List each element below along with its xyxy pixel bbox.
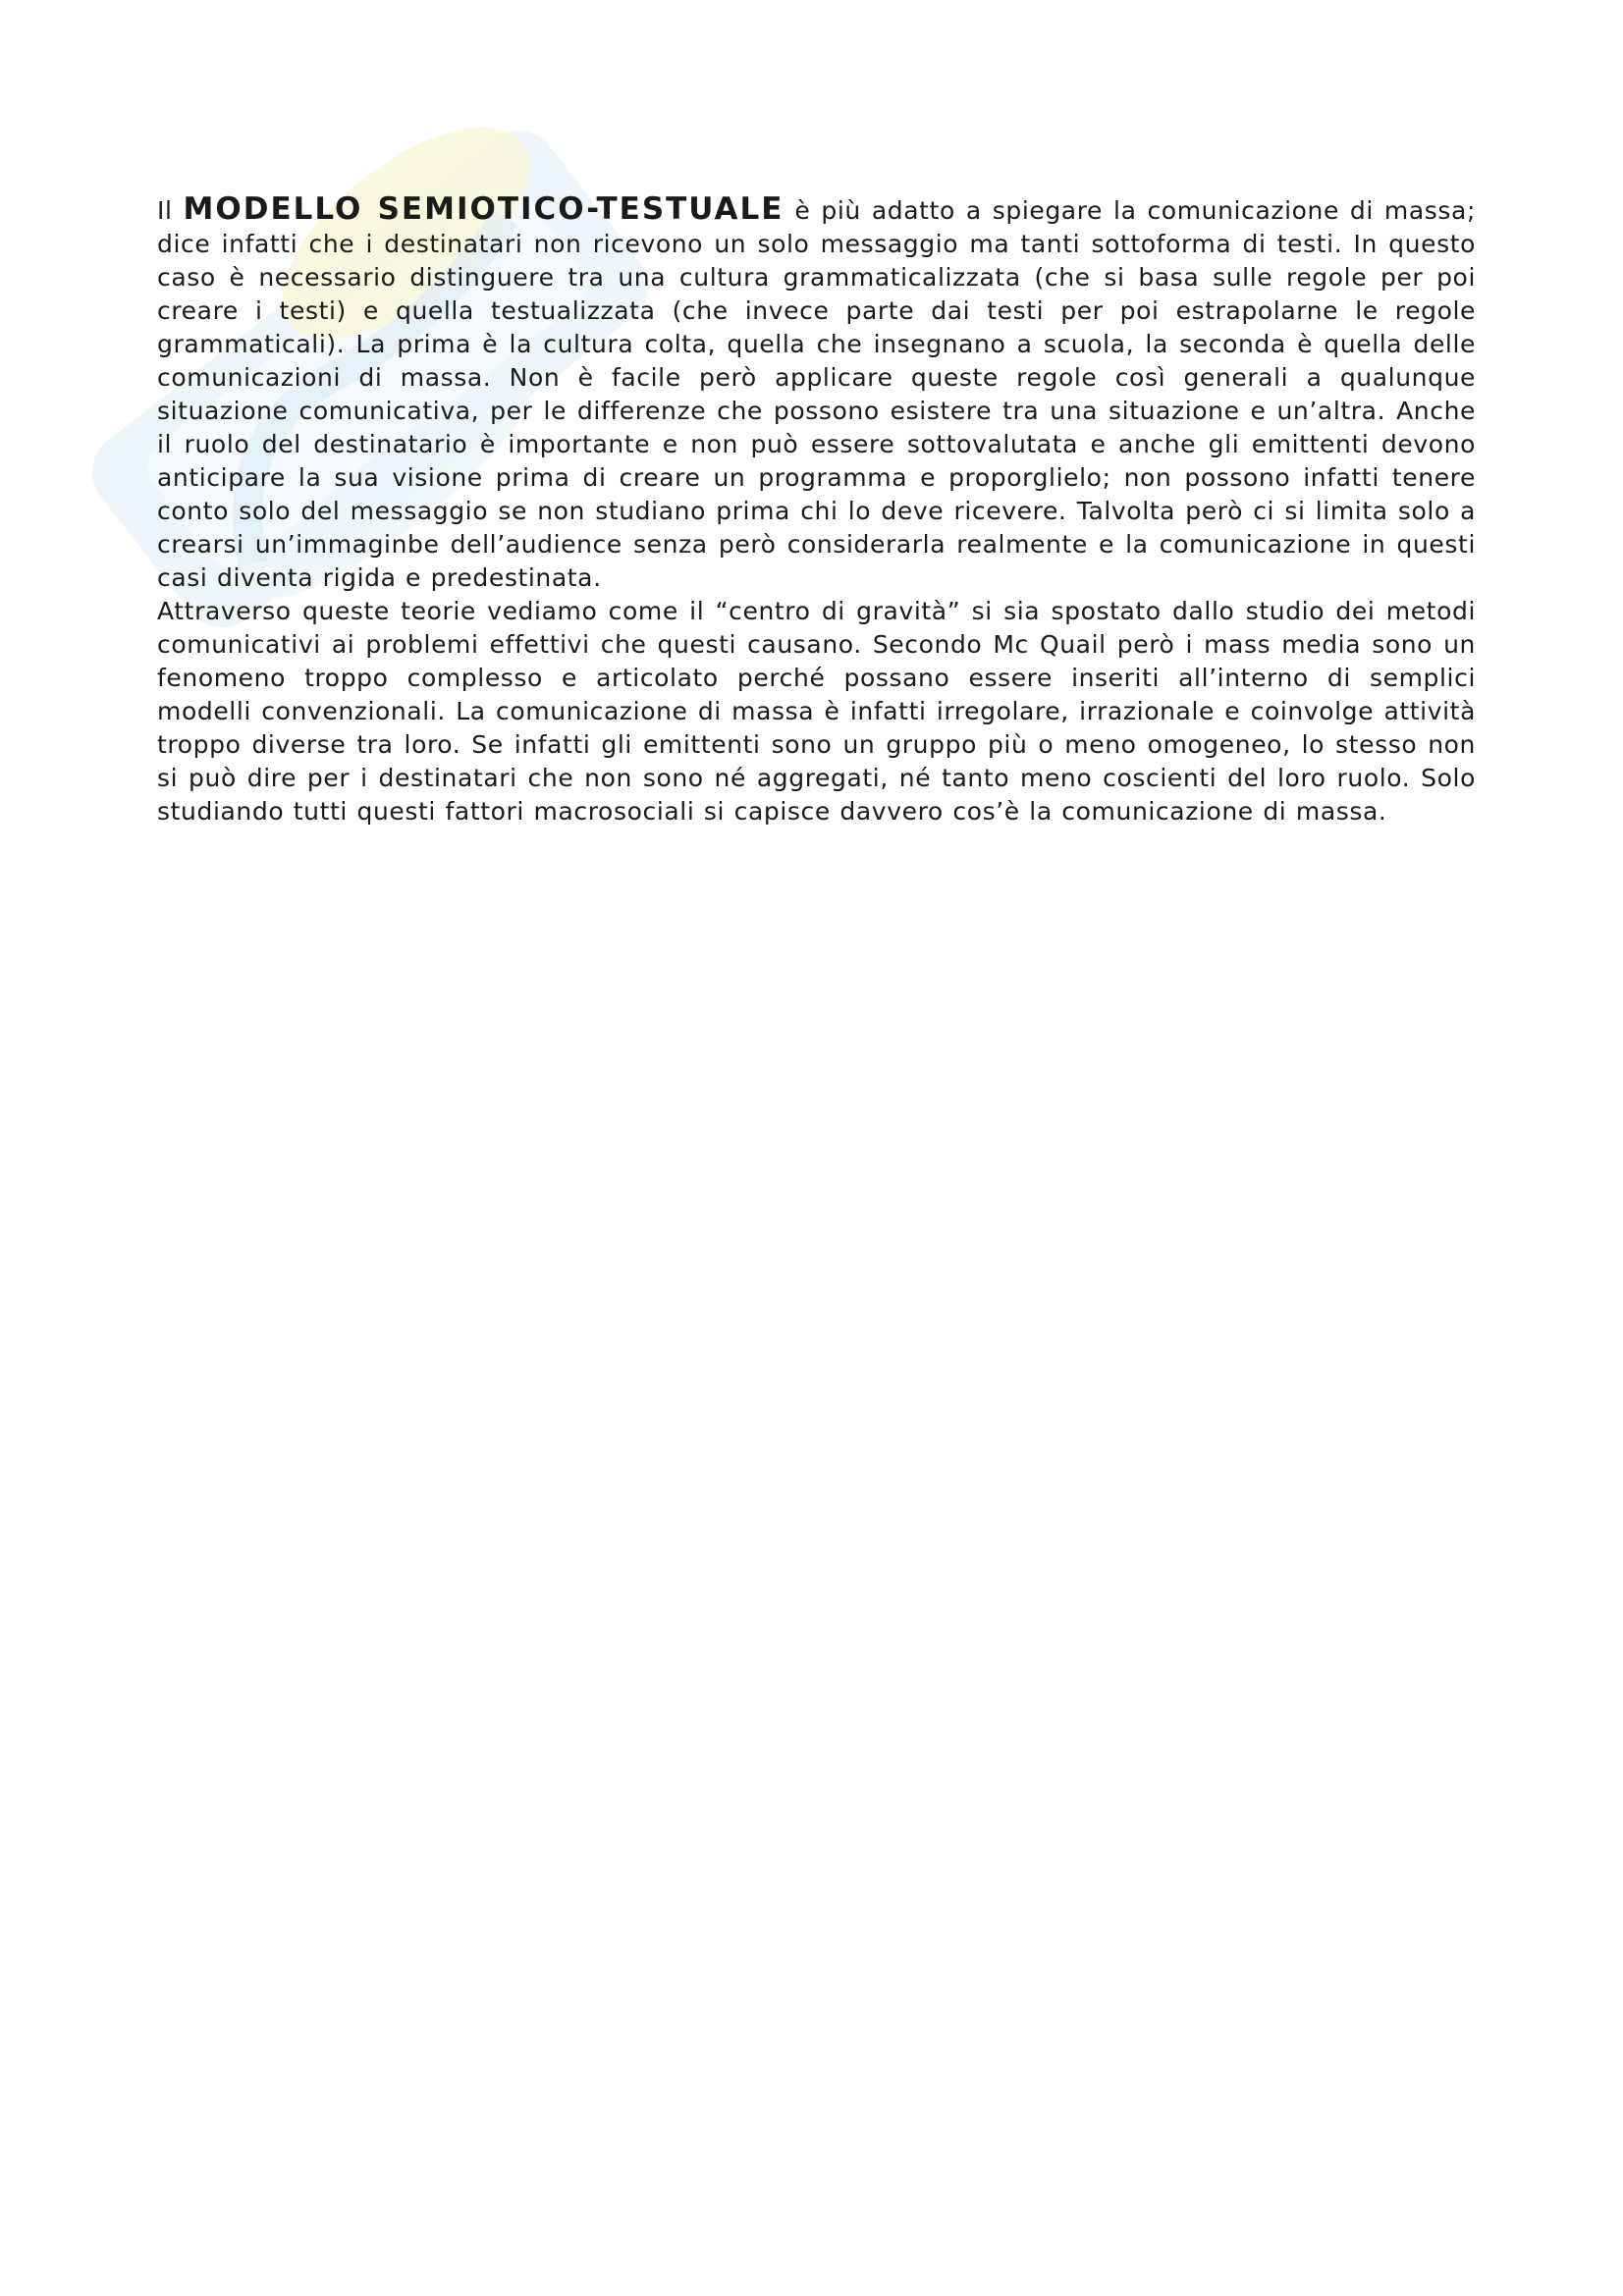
document-body [157,192,1476,828]
intro-word: Il [157,196,173,225]
paragraph-1 [157,192,1476,595]
paragraph-1-text: è più adatto a spiegare la comunicazione di massa; dice infatti che i destinatari non ricevono un solo messaggio ma tanti sottoforma di testi. In questo caso è necessario distinguere tra una cultura grammaticalizzata (che si basa sulle regole per poi creare i testi) e quella testualizzata (che invece parte dai testi per poi estrapolarne le regole grammaticali). La prima è la cultura colta, quella che insegnano a scuola, la seconda è quella delle comunicazioni di massa. Non è facile però applicare queste regole così generali a qualunque situazione comunicativa, per le differenze che possono esistere tra una situazione e un’altra. Anche il ruolo del destinatario è importante e non può essere sottovalutata e anche gli emittenti devono anticipare la sua visione prima di creare un programma e proporglielo; non possono infatti tenere conto solo del messaggio se non studiano prima chi lo deve ricevere. Talvolta però ci si limita solo a crearsi un’immaginbe dell’audience senza però considerarla realmente e la comunicazione in questi casi diventa rigida e predestinata. [157,196,1476,592]
paragraph-2: Attraverso queste teorie vediamo come il “centro di gravità” si sia spostato dallo studio dei metodi comunicativi ai problemi effettivi che questi causano. Secondo Mc Quail però i mass media sono un fenomeno troppo complesso e articolato perché possano essere inseriti all’interno di semplici modelli convenzionali. La comunicazione di massa è infatti irregolare, irrazionale e coinvolge attività troppo diverse tra loro. Se infatti gli emittenti sono un gruppo più o meno omogeneo, lo stesso non si può dire per i destinatari che non sono né aggregati, né tanto meno coscienti del loro ruolo. Solo studiando tutti questi fattori macrosociali si capisce davvero cos’è la comunicazione di massa. [157,597,1476,826]
section-heading: MODELLO SEMIOTICO-TESTUALE [183,191,784,227]
